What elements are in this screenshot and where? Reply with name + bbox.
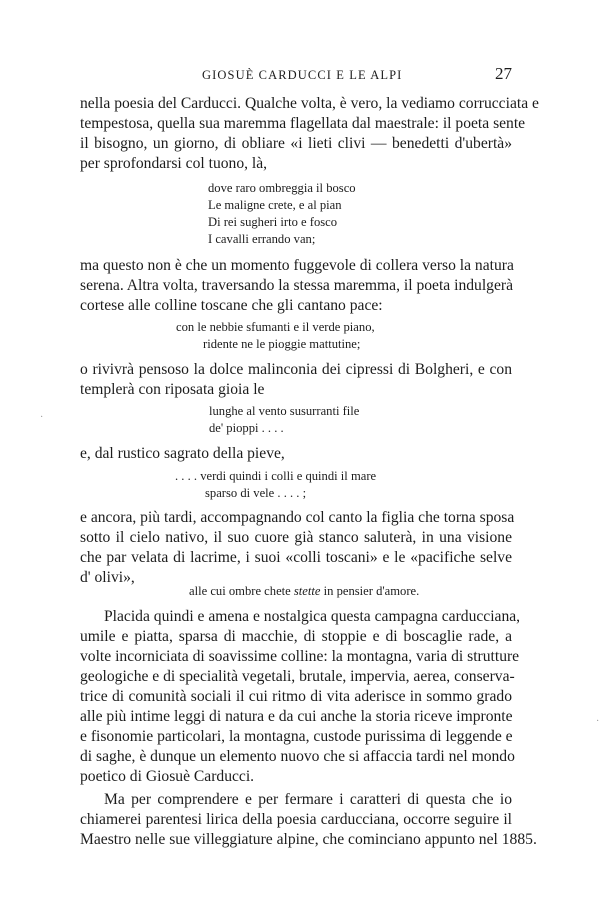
text-line: serena. Altra volta, traversando la stessa maremma, il poeta indulgerà <box>80 277 514 294</box>
verse-line <box>189 583 419 599</box>
verse-line: ridente ne le pioggie mattutine; <box>203 337 361 351</box>
page-header <box>80 66 512 86</box>
text-line: volte incorniciata di soavissime colline: la montagna, varia di strutture <box>80 648 520 665</box>
running-head: GIOSUÈ CARDUCCI E LE ALPI <box>202 68 403 82</box>
text-line: Maestro nelle sue villeggiature alpine, che cominciano appunto nel 1885. <box>80 831 537 848</box>
text-line: umile e piatta, sparsa di macchie, di stoppie e di boscaglie rade, a <box>80 628 512 645</box>
text-line: d' olivi», <box>80 569 135 586</box>
verse-line: lunghe al vento susurranti file <box>209 404 360 418</box>
verse-line: dove raro ombreggia il bosco <box>208 181 356 195</box>
verse-text: alle cui ombre chete <box>189 584 291 598</box>
text-line: nella poesia del Carducci. Qualche volta, è vero, la vediamo corrucciata e <box>80 95 539 112</box>
text-line: il bisogno, un giorno, di obliare «i lieti clivi — benedetti d'ubertà» <box>80 135 512 152</box>
text-line: alle più intime leggi di natura e da cui anche la storia riceve impronte <box>80 708 513 725</box>
text-line: e, dal rustico sagrato della pieve, <box>80 445 285 462</box>
verse-emphasis: stette <box>293 584 321 598</box>
text-line: e fisonomie particolari, la montagna, custode purissima di leggende e <box>80 728 513 745</box>
text-line: chiamerei parentesi lirica della poesia carducciana, occorre seguire il <box>80 811 512 828</box>
text-line: e ancora, più tardi, accompagnando col canto la figlia che torna sposa <box>80 509 515 526</box>
text-line: ma questo non è che un momento fuggevole di collera verso la natura <box>80 257 514 274</box>
verse-text: in pensier d'amore. <box>323 584 420 598</box>
verse-line: sparso di vele . . . . ; <box>205 486 307 500</box>
text-line: templerà con riposata gioia le <box>80 381 265 398</box>
text-line: per sprofondarsi col tuono, là, <box>80 155 268 172</box>
text-line: poetico di Giosuè Carducci. <box>80 768 255 785</box>
text-line: Ma per comprendere e per fermare i caratteri di questa che io <box>104 791 512 808</box>
text-line: sotto il cielo nativo, il suo cuore già stanco saluterà, in una visione <box>80 529 512 546</box>
verse-line: Le maligne crete, e al pian <box>208 198 342 212</box>
text-line: che par velata di lacrime, i suoi «colli toscani» e le «pacifiche selve <box>80 549 512 566</box>
text-line: trice di comunità sociali il cui ritmo di vita aderisce in sommo grado <box>80 688 512 705</box>
text-line: cortese alle colline toscane che gli cantano pace: <box>80 297 383 314</box>
scan-speck: · <box>596 716 600 727</box>
verse-line: Di rei sugheri irto e fosco <box>208 215 338 229</box>
verse-line: de' pioppi . . . . <box>209 421 284 435</box>
text-line: di saghe, è dunque un elemento nuovo che si affaccia tardi nel mondo <box>80 748 515 765</box>
verse-line: I cavalli errando van; <box>208 232 316 246</box>
verse-line: . . . . verdi quindi i colli e quindi il mare <box>175 469 377 483</box>
page-number: 27 <box>495 64 512 83</box>
text-line: geologiche e di specialità vegetali, brutale, impervia, aerea, conserva- <box>80 668 515 685</box>
text-line: Placida quindi e amena e nostalgica questa campagna carducciana, <box>104 608 521 625</box>
scan-speck: · <box>40 412 44 423</box>
verse-line: con le nebbie sfumanti e il verde piano, <box>176 320 375 334</box>
text-line: tempestosa, quella sua maremma flagellata dal maestrale: il poeta sente <box>80 115 526 132</box>
text-line: o rivivrà pensoso la dolce malinconia dei cipressi di Bolgheri, e con <box>80 361 512 378</box>
